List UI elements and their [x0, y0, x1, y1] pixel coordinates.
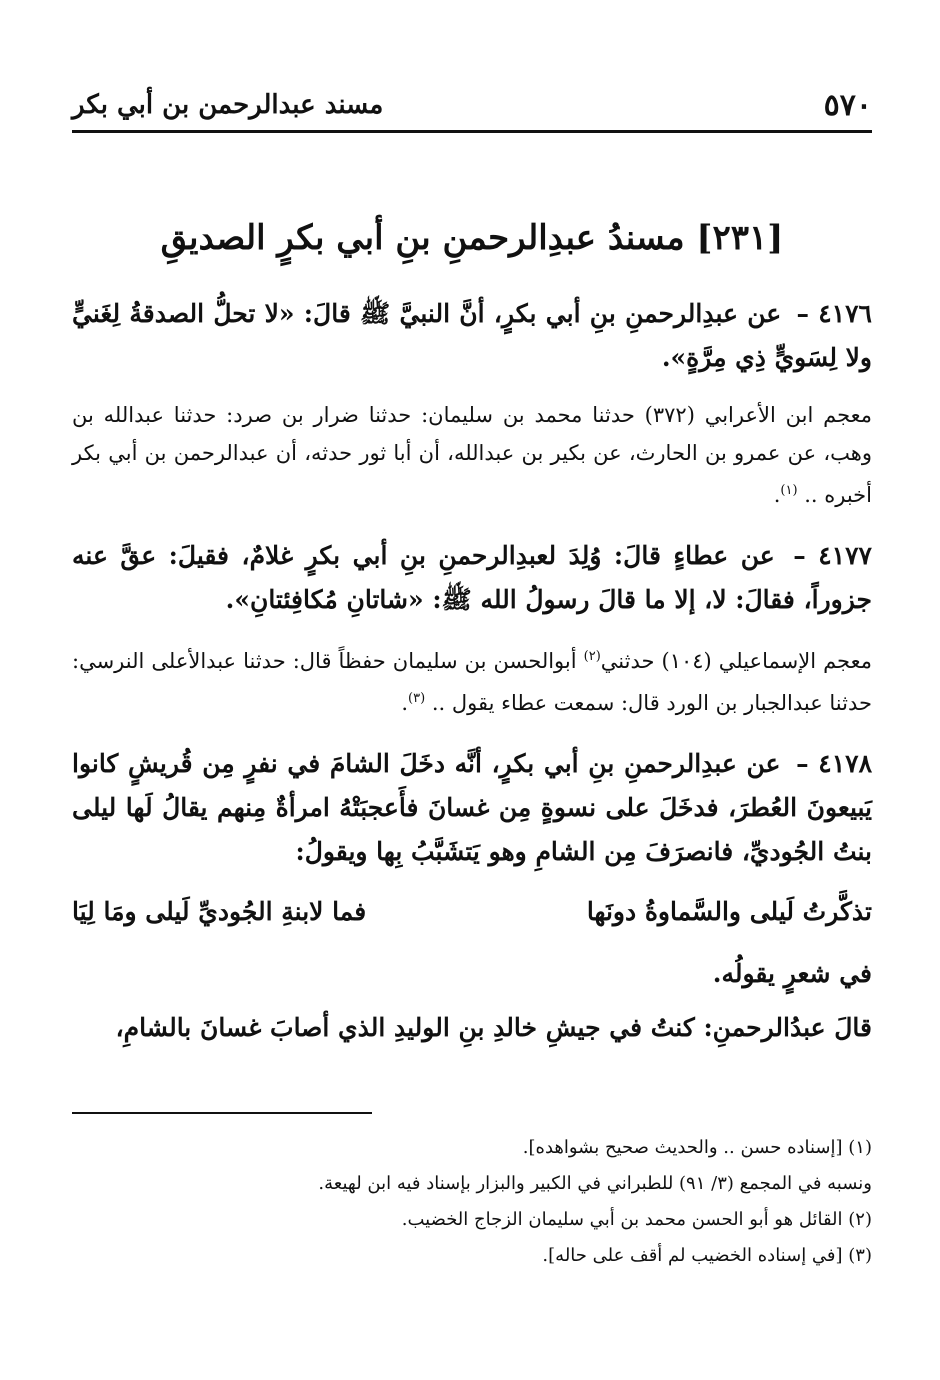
hadith-4178 — [72, 742, 872, 874]
hadith-text: عن عبدِالرحمنِ بنِ أبي بكرٍ، أنَّه دخَلَ الشامَ في نفرٍ مِن قُريشٍ كانوا يَبيعونَ العُطرَ، فدخَلَ على نسوةٍ مِن غسانَ فأَعجبَتْهُ امرأةٌ مِنهم يقالُ لَها ليلى بنتُ الجُوديِّ، فانصرَفَ مِن الشامِ وهو يَتشَبَّبُ بِها ويقولُ: — [72, 749, 872, 866]
footnote-ref[interactable]: (٢) — [583, 649, 601, 664]
verse-note: في شعرٍ يقولُه. — [712, 959, 872, 988]
hadith-continuation: قالَ عبدُالرحمنِ: كنتُ في جيشِ خالدِ بنِ الوليدِ الذي أصابَ غسانَ بالشامِ، — [115, 1013, 872, 1042]
footnote-ref[interactable]: (١) — [780, 483, 798, 498]
footnotes — [72, 1130, 872, 1274]
verse-first-hemistich: تذكَّرتُ لَيلى والسَّماوةُ دونَها — [586, 897, 872, 926]
hadith-source: معجم ابن الأعرابي (٣٧٢) حدثنا محمد بن سليمان: حدثنا ضرار بن صرد: حدثنا عبدالله بن وهب، عن عمرو بن الحارث، عن بكير بن عبدالله، أن أبا ثور حدثه، أن عبدالرحمن بن أبي بكر أخبره .. $^{(١)}$. — [72, 403, 873, 507]
page-number: ٥٧٠ — [823, 88, 872, 123]
header-divider — [72, 130, 872, 133]
hadith-4176 — [72, 292, 872, 380]
hadith-source: معجم الإسماعيلي (١٠٤) حدثني$^{(٢)}$ أبوالحسن بن سليمان حفظاً قال: حدثنا عبدالأعلى النرسي: حدثنا عبدالجبار بن الورد قال: سمعت عطاء يقول .. $^{(٣)}$. — [72, 649, 872, 715]
verse-second-hemistich: فما لابنةِ الجُوديِّ لَيلى ومَا لِيَا — [72, 897, 367, 926]
page-header — [72, 88, 872, 128]
footnote-1: (١) [إسناده حسن .. والحديث صحيح بشواهده]. — [522, 1137, 872, 1158]
hadith-text: عن عطاءٍ قالَ: وُلِدَ لعبدِالرحمنِ بنِ أبي بكرٍ غلامٌ، فقيلَ: عقَّ عنه جزوراً، فقالَ: لا، إلا ما قالَ رسولُ الله ﷺ: «شاتانِ مُكافِئتانِ». — [72, 541, 872, 614]
footnote-1-continued: ونسبه في المجمع (٣/ ٩١) للطبراني في الكبير والبزار بإسناد فيه ابن لهيعة. — [318, 1173, 872, 1194]
footnote-3: (٣) [في إسناده الخضيب لم أقف على حاله]. — [542, 1245, 872, 1266]
poetry-verse — [72, 890, 872, 934]
source-text: معجم الإسماعيلي (١٠٤) حدثني — [600, 649, 872, 673]
hadith-number: ٤١٧٧ – — [793, 541, 872, 570]
source-text: معجم ابن الأعرابي (٣٧٢) حدثنا محمد بن سليمان: حدثنا ضرار بن صرد: حدثنا عبدالله بن وهب، عن عمرو بن الحارث، عن بكير بن عبدالله، أن أبا ثور حدثه، أن عبدالرحمن بن أبي بكر أخبره .. — [72, 403, 873, 507]
source-text: أبوالحسن بن سليمان حفظاً قال: حدثنا عبدالأعلى النرسي: حدثنا عبدالجبار بن الورد قال: سمعت عطاء يقول .. — [72, 649, 872, 715]
section-title: [٢٣١] مسندُ عبدِالرحمنِ بنِ أبي بكرٍ الصديقِ — [160, 218, 784, 258]
hadith-text: عن عبدِالرحمنِ بنِ أبي بكرٍ، أنَّ النبيَّ ﷺ قالَ: «لا تحلُّ الصدقةُ لِغَنيٍّ ولا لِسَويٍّ ذِي مِرَّةٍ». — [72, 299, 872, 372]
hadith-number: ٤١٧٦ – — [796, 299, 872, 328]
hadith-number: ٤١٧٨ – — [796, 749, 872, 778]
hadith-4177 — [72, 534, 872, 622]
main-content — [72, 292, 872, 1050]
footnote-ref[interactable]: (٣) — [408, 691, 426, 706]
footnote-divider — [72, 1112, 372, 1114]
running-title: مسند عبدالرحمن بن أبي بكر — [72, 90, 384, 120]
footnote-2: (٢) القائل هو أبو الحسن محمد بن أبي سليمان الزجاج الخضيب. — [401, 1209, 872, 1230]
